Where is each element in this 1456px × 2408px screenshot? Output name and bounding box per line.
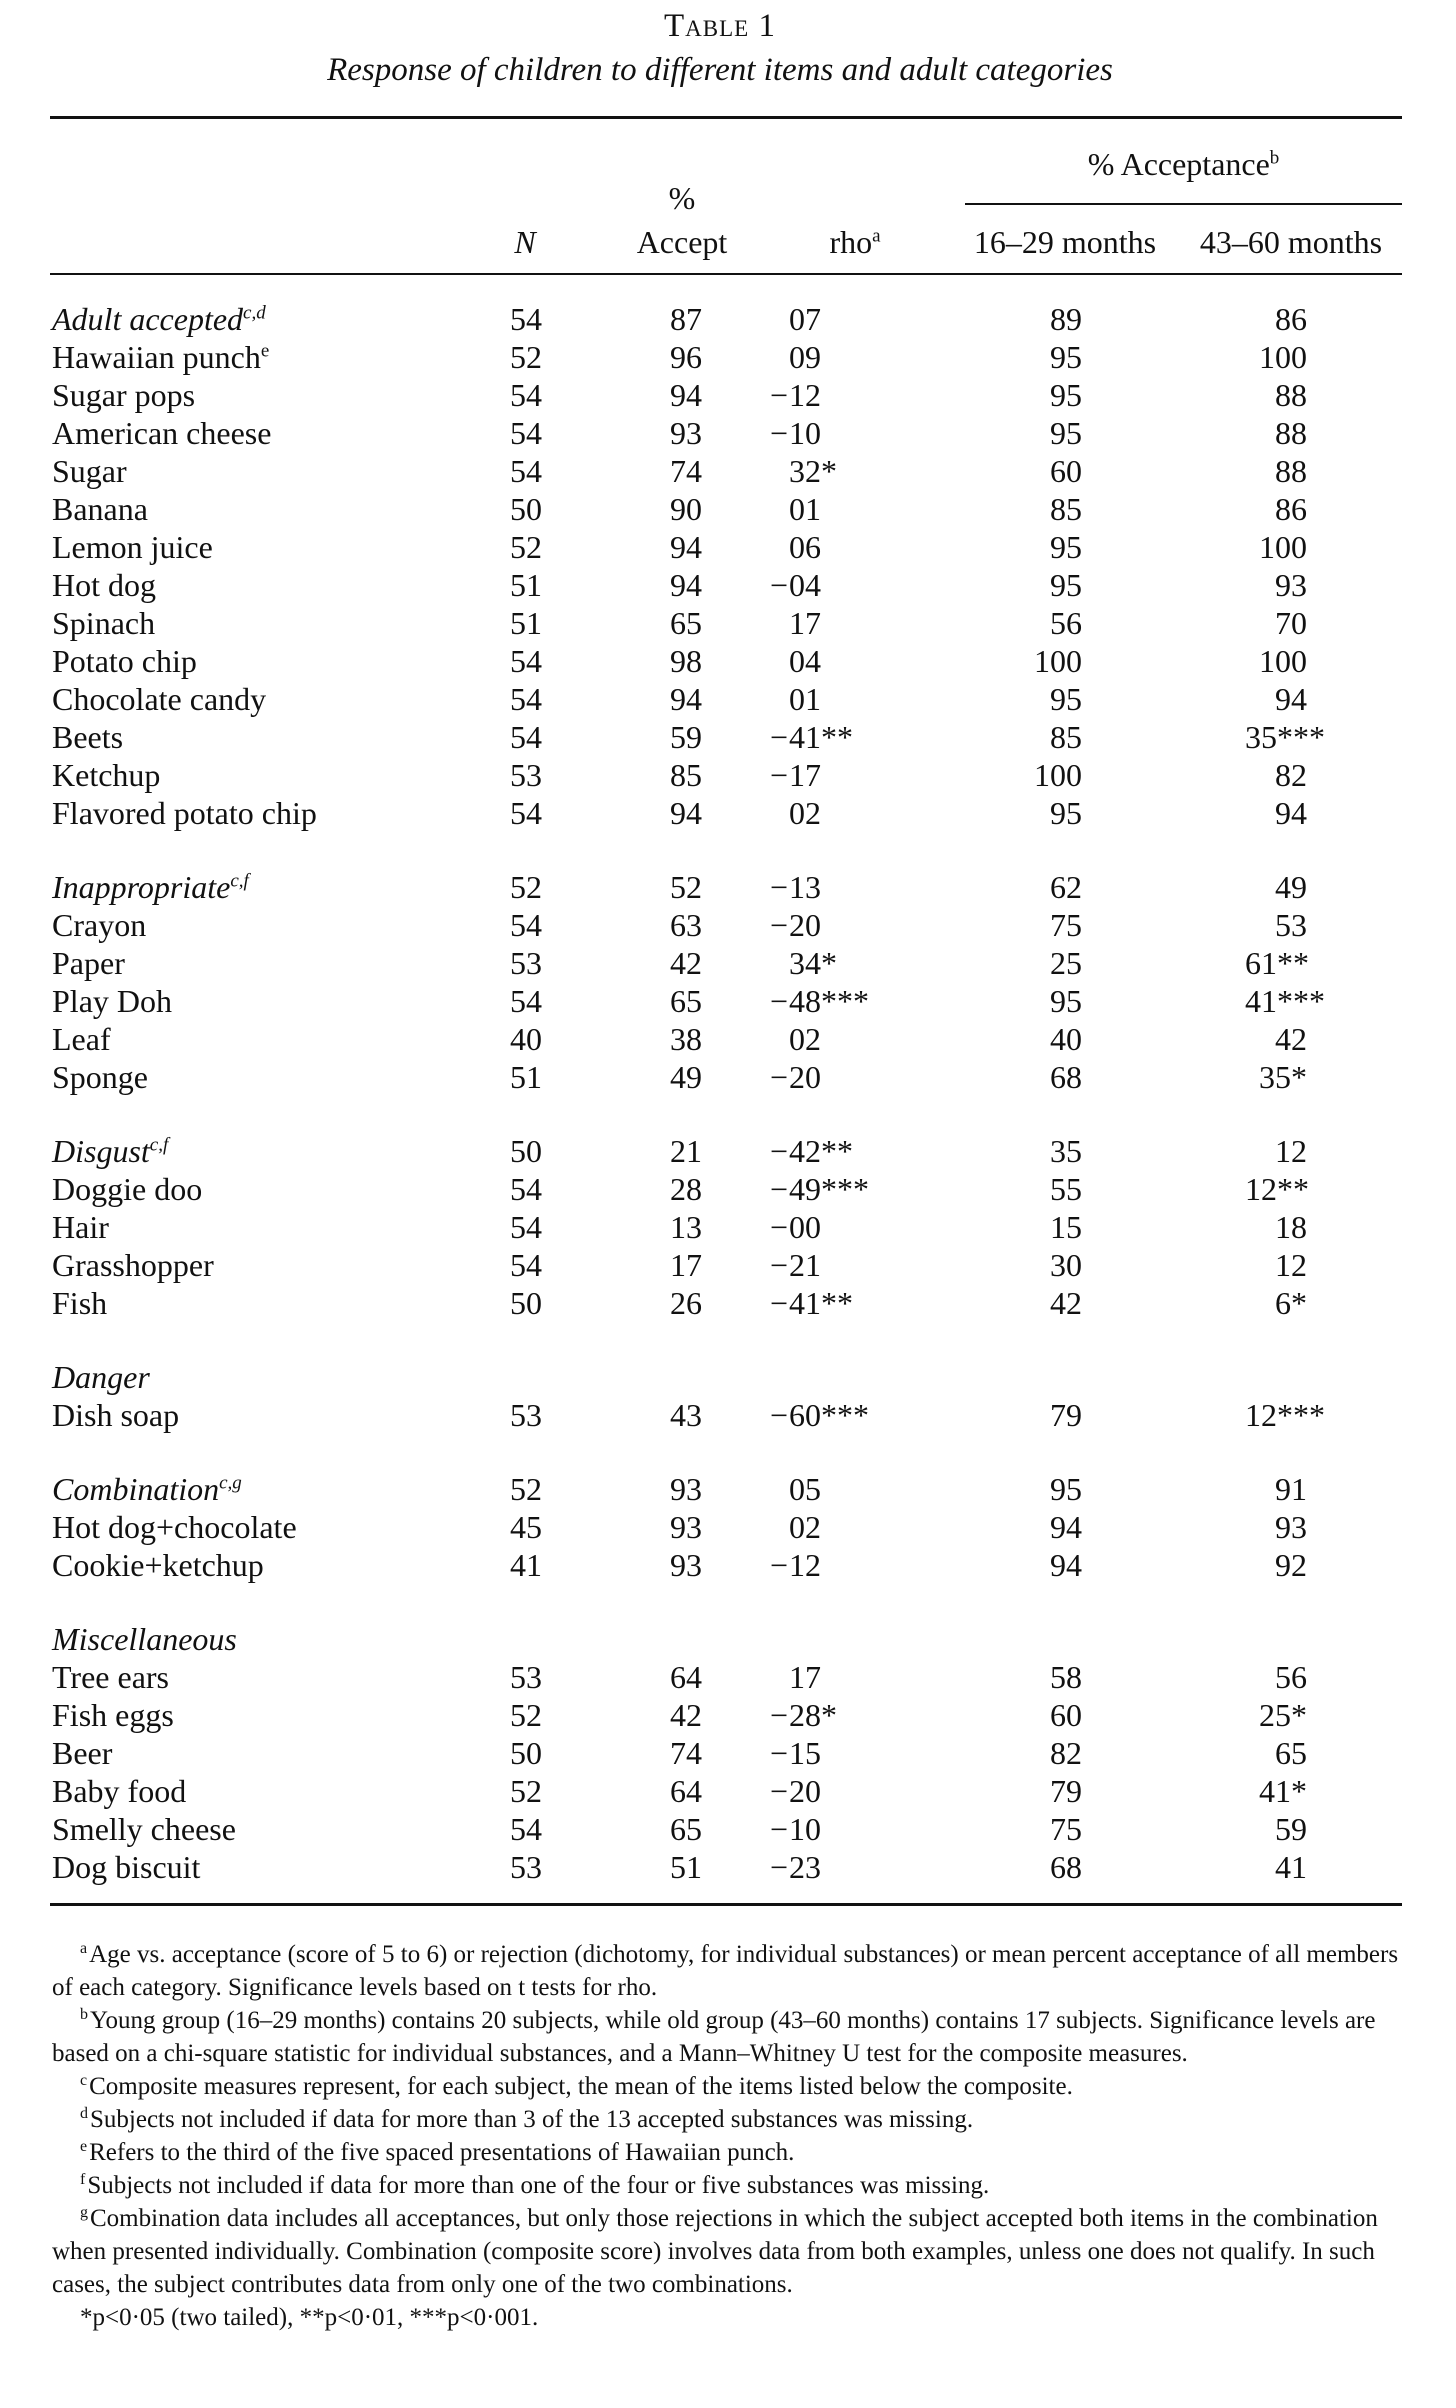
cell-percent-accept: 51 bbox=[670, 1849, 702, 1885]
row-label: Sponge bbox=[52, 1059, 148, 1095]
cell-young: 30 bbox=[1050, 1247, 1082, 1283]
cell-young: 68 bbox=[1050, 1849, 1082, 1885]
row-label: Play Doh bbox=[52, 983, 172, 1019]
row-label: Inappropriate$^{c,f}$ bbox=[52, 869, 249, 905]
cell-n: 52 bbox=[510, 1697, 542, 1733]
cell-young: 95 bbox=[1050, 681, 1082, 717]
cell-young: 60 bbox=[1050, 1697, 1082, 1733]
row-label: Grasshopper bbox=[52, 1247, 214, 1283]
cell-old: 82 bbox=[1275, 757, 1307, 793]
cell-n: 54 bbox=[510, 643, 542, 679]
cell-n: 54 bbox=[510, 907, 542, 943]
cell-rho: −49*** bbox=[770, 1171, 869, 1207]
table-row bbox=[0, 1658, 1456, 1696]
cell-young: 95 bbox=[1050, 415, 1082, 451]
cell-rho: −10 bbox=[770, 1811, 821, 1847]
cell-old: 35*** bbox=[1245, 719, 1325, 755]
cell-n: 50 bbox=[510, 1285, 542, 1321]
cell-old: 94 bbox=[1275, 795, 1307, 831]
row-label: Potato chip bbox=[52, 643, 197, 679]
cell-percent-accept: 38 bbox=[670, 1021, 702, 1057]
row-label: Ketchup bbox=[52, 757, 161, 793]
cell-rho: 02 bbox=[789, 1509, 821, 1545]
cell-n: 54 bbox=[510, 301, 542, 337]
cell-rho: −04 bbox=[770, 567, 821, 603]
table-row bbox=[0, 982, 1456, 1020]
table-row bbox=[0, 566, 1456, 604]
cell-percent-accept: 94 bbox=[670, 529, 702, 565]
table-row bbox=[0, 490, 1456, 528]
cell-rho: −13 bbox=[770, 869, 821, 905]
category-row bbox=[0, 1470, 1456, 1508]
cell-rho: −28* bbox=[770, 1697, 837, 1733]
table-row bbox=[0, 1546, 1456, 1584]
row-label: Doggie doo bbox=[52, 1171, 203, 1207]
table-row bbox=[0, 1058, 1456, 1096]
footnote: $^e$Refers to the third of the five spaced presentations of Hawaiian punch. bbox=[80, 2137, 795, 2166]
cell-percent-accept: 94 bbox=[670, 681, 702, 717]
cell-rho: −20 bbox=[770, 1773, 821, 1809]
cell-n: 54 bbox=[510, 719, 542, 755]
cell-young: 100 bbox=[1034, 757, 1082, 793]
cell-old: 42 bbox=[1275, 1021, 1307, 1057]
row-label: Combination$^{c,g}$ bbox=[52, 1471, 242, 1507]
cell-rho: 02 bbox=[789, 795, 821, 831]
cell-old: 100 bbox=[1259, 529, 1307, 565]
table-row bbox=[0, 1284, 1456, 1322]
footnote: $^d$Subjects not included if data for more than 3 of the 13 accepted substances was missing. bbox=[80, 2104, 974, 2133]
header-young: 16–29 months bbox=[973, 224, 1157, 260]
row-label: Hot dog+chocolate bbox=[52, 1509, 297, 1545]
row-label: Fish eggs bbox=[52, 1697, 174, 1733]
table-row bbox=[0, 642, 1456, 680]
cell-percent-accept: 93 bbox=[670, 1509, 702, 1545]
cell-young: 94 bbox=[1050, 1547, 1082, 1583]
cell-n: 52 bbox=[510, 339, 542, 375]
row-label: Miscellaneous bbox=[52, 1621, 237, 1657]
row-label: Flavored potato chip bbox=[52, 795, 317, 831]
cell-n: 54 bbox=[510, 377, 542, 413]
cell-n: 51 bbox=[510, 1059, 542, 1095]
cell-rho: −15 bbox=[770, 1735, 821, 1771]
row-label: Sugar bbox=[52, 453, 127, 489]
cell-young: 100 bbox=[1034, 643, 1082, 679]
table-row bbox=[0, 414, 1456, 452]
cell-rho: −41** bbox=[770, 719, 853, 755]
cell-n: 52 bbox=[510, 1471, 542, 1507]
cell-percent-accept: 93 bbox=[670, 1547, 702, 1583]
cell-n: 54 bbox=[510, 415, 542, 451]
cell-percent-accept: 93 bbox=[670, 1471, 702, 1507]
cell-old: 56 bbox=[1275, 1659, 1307, 1695]
cell-old: 86 bbox=[1275, 491, 1307, 527]
cell-old: 59 bbox=[1275, 1811, 1307, 1847]
cell-n: 54 bbox=[510, 795, 542, 831]
cell-rho: −00 bbox=[770, 1209, 821, 1245]
row-label: Cookie+ketchup bbox=[52, 1547, 264, 1583]
cell-rho: 05 bbox=[789, 1471, 821, 1507]
cell-percent-accept: 94 bbox=[670, 795, 702, 831]
table-row bbox=[0, 1170, 1456, 1208]
row-label: Paper bbox=[52, 945, 125, 981]
cell-percent-accept: 28 bbox=[670, 1171, 702, 1207]
cell-old: 88 bbox=[1275, 377, 1307, 413]
cell-young: 42 bbox=[1050, 1285, 1082, 1321]
row-label: Beets bbox=[52, 719, 124, 755]
row-label: Hawaiian punch$^e$ bbox=[52, 339, 270, 375]
category-row bbox=[0, 300, 1456, 338]
cell-n: 50 bbox=[510, 1735, 542, 1771]
cell-percent-accept: 87 bbox=[670, 301, 702, 337]
table-row bbox=[0, 376, 1456, 414]
cell-n: 50 bbox=[510, 1133, 542, 1169]
cell-old: 70 bbox=[1275, 605, 1307, 641]
cell-rho: 09 bbox=[789, 339, 821, 375]
top-rule bbox=[50, 116, 1402, 119]
table-title: Table 1 bbox=[664, 8, 776, 44]
cell-n: 53 bbox=[510, 1849, 542, 1885]
cell-n: 53 bbox=[510, 757, 542, 793]
category-row bbox=[0, 868, 1456, 906]
cell-percent-accept: 65 bbox=[670, 605, 702, 641]
row-label: Chocolate candy bbox=[52, 681, 267, 717]
cell-n: 52 bbox=[510, 869, 542, 905]
cell-rho: −17 bbox=[770, 757, 821, 793]
row-label: Dog biscuit bbox=[52, 1849, 201, 1885]
table-row bbox=[0, 338, 1456, 376]
cell-rho: 07 bbox=[789, 301, 821, 337]
cell-old: 93 bbox=[1275, 1509, 1307, 1545]
cell-percent-accept: 74 bbox=[670, 1735, 702, 1771]
category-row bbox=[0, 1358, 1456, 1396]
cell-old: 12** bbox=[1245, 1171, 1309, 1207]
cell-percent-accept: 98 bbox=[670, 643, 702, 679]
cell-old: 61** bbox=[1245, 945, 1309, 981]
row-label: Spinach bbox=[52, 605, 156, 641]
cell-old: 88 bbox=[1275, 453, 1307, 489]
cell-rho: −20 bbox=[770, 907, 821, 943]
cell-percent-accept: 64 bbox=[670, 1773, 702, 1809]
cell-rho: −48*** bbox=[770, 983, 869, 1019]
row-label: Baby food bbox=[52, 1773, 187, 1809]
cell-old: 53 bbox=[1275, 907, 1307, 943]
cell-young: 56 bbox=[1050, 605, 1082, 641]
cell-young: 35 bbox=[1050, 1133, 1082, 1169]
cell-young: 85 bbox=[1050, 491, 1082, 527]
cell-young: 25 bbox=[1050, 945, 1082, 981]
cell-old: 41* bbox=[1259, 1773, 1307, 1809]
row-label: Fish bbox=[52, 1285, 108, 1321]
cell-rho: 04 bbox=[789, 643, 821, 679]
row-label: Dish soap bbox=[52, 1397, 180, 1433]
cell-old: 12*** bbox=[1245, 1397, 1325, 1433]
cell-percent-accept: 21 bbox=[670, 1133, 702, 1169]
cell-n: 50 bbox=[510, 491, 542, 527]
row-label: Hot dog bbox=[52, 567, 156, 603]
cell-young: 62 bbox=[1050, 869, 1082, 905]
cell-percent-accept: 65 bbox=[670, 1811, 702, 1847]
row-label: Banana bbox=[52, 491, 148, 527]
cell-rho: −12 bbox=[770, 1547, 821, 1583]
cell-n: 40 bbox=[510, 1021, 542, 1057]
table-row bbox=[0, 1208, 1456, 1246]
cell-percent-accept: 26 bbox=[670, 1285, 702, 1321]
footnote: $^b$Young group (16–29 months) contains 20 subjects, while old group (43–60 months) contains 17 subjects. Significance levels are based on a chi-square statistic for individual substances, and a Mann–Whitney U test for the composite measures. bbox=[52, 2005, 1376, 2067]
category-row bbox=[0, 1620, 1456, 1658]
cell-old: 41 bbox=[1275, 1849, 1307, 1885]
row-label: Lemon juice bbox=[52, 529, 213, 565]
cell-n: 54 bbox=[510, 1247, 542, 1283]
cell-old: 92 bbox=[1275, 1547, 1307, 1583]
acceptance-rule bbox=[965, 203, 1402, 205]
footnote: $^a$Age vs. acceptance (score of 5 to 6) or rejection (dichotomy, for individual substances) or mean percent acceptance of all members of each category. Significance levels based on t tests for rho. bbox=[52, 1939, 1399, 2001]
table-row bbox=[0, 1246, 1456, 1284]
cell-n: 52 bbox=[510, 529, 542, 565]
table-row bbox=[0, 452, 1456, 490]
cell-percent-accept: 13 bbox=[670, 1209, 702, 1245]
cell-rho: 32* bbox=[789, 453, 837, 489]
cell-rho: 06 bbox=[789, 529, 821, 565]
cell-n: 45 bbox=[510, 1509, 542, 1545]
cell-old: 100 bbox=[1259, 339, 1307, 375]
cell-percent-accept: 43 bbox=[670, 1397, 702, 1433]
footnote: $^f$Subjects not included if data for more than one of the four or five substances was missing. bbox=[80, 2170, 990, 2199]
header-acceptance: % Acceptance$^b$ bbox=[1087, 146, 1280, 182]
cell-percent-accept: 49 bbox=[670, 1059, 702, 1095]
cell-percent-accept: 94 bbox=[670, 377, 702, 413]
cell-rho: −23 bbox=[770, 1849, 821, 1885]
cell-n: 41 bbox=[510, 1547, 542, 1583]
bottom-rule bbox=[50, 1903, 1402, 1906]
cell-rho: 17 bbox=[789, 1659, 821, 1695]
cell-n: 51 bbox=[510, 605, 542, 641]
cell-young: 95 bbox=[1050, 529, 1082, 565]
cell-old: 35* bbox=[1259, 1059, 1307, 1095]
cell-young: 60 bbox=[1050, 453, 1082, 489]
header-n: N bbox=[514, 224, 536, 260]
cell-rho: −41** bbox=[770, 1285, 853, 1321]
cell-n: 52 bbox=[510, 1773, 542, 1809]
cell-old: 65 bbox=[1275, 1735, 1307, 1771]
header-old: 43–60 months bbox=[1199, 224, 1383, 260]
table-row bbox=[0, 1772, 1456, 1810]
cell-rho: −12 bbox=[770, 377, 821, 413]
cell-young: 79 bbox=[1050, 1397, 1082, 1433]
cell-rho: −42** bbox=[770, 1133, 853, 1169]
cell-percent-accept: 64 bbox=[670, 1659, 702, 1695]
table-row bbox=[0, 1508, 1456, 1546]
row-label: Sugar pops bbox=[52, 377, 196, 413]
cell-old: 91 bbox=[1275, 1471, 1307, 1507]
table-row bbox=[0, 718, 1456, 756]
cell-n: 51 bbox=[510, 567, 542, 603]
cell-percent-accept: 65 bbox=[670, 983, 702, 1019]
table-row bbox=[0, 528, 1456, 566]
table-row bbox=[0, 1810, 1456, 1848]
table-row bbox=[0, 1396, 1456, 1434]
cell-old: 12 bbox=[1275, 1133, 1307, 1169]
table-row bbox=[0, 1696, 1456, 1734]
header-percent-symbol: % bbox=[668, 180, 696, 216]
row-label: Disgust$^{c,f}$ bbox=[52, 1133, 169, 1169]
footnote: $^c$Composite measures represent, for each subject, the mean of the items listed below the composite. bbox=[80, 2071, 1073, 2100]
cell-rho: −10 bbox=[770, 415, 821, 451]
cell-percent-accept: 42 bbox=[670, 945, 702, 981]
row-label: Leaf bbox=[52, 1021, 111, 1057]
cell-old: 41*** bbox=[1245, 983, 1325, 1019]
cell-rho: −21 bbox=[770, 1247, 821, 1283]
cell-young: 75 bbox=[1050, 1811, 1082, 1847]
cell-young: 94 bbox=[1050, 1509, 1082, 1545]
cell-rho: −60*** bbox=[770, 1397, 869, 1433]
cell-rho: 02 bbox=[789, 1021, 821, 1057]
cell-percent-accept: 90 bbox=[670, 491, 702, 527]
cell-percent-accept: 96 bbox=[670, 339, 702, 375]
table-caption: Response of children to different items and adult categories bbox=[327, 52, 1113, 88]
table-row bbox=[0, 944, 1456, 982]
cell-old: 49 bbox=[1275, 869, 1307, 905]
cell-young: 95 bbox=[1050, 795, 1082, 831]
row-label: American cheese bbox=[52, 415, 272, 451]
cell-young: 79 bbox=[1050, 1773, 1082, 1809]
cell-young: 95 bbox=[1050, 567, 1082, 603]
row-label: Danger bbox=[52, 1359, 150, 1395]
cell-old: 88 bbox=[1275, 415, 1307, 451]
cell-rho: 01 bbox=[789, 681, 821, 717]
cell-n: 54 bbox=[510, 453, 542, 489]
cell-young: 40 bbox=[1050, 1021, 1082, 1057]
row-label: Hair bbox=[52, 1209, 109, 1245]
cell-old: 93 bbox=[1275, 567, 1307, 603]
cell-percent-accept: 85 bbox=[670, 757, 702, 793]
cell-old: 86 bbox=[1275, 301, 1307, 337]
cell-rho: −20 bbox=[770, 1059, 821, 1095]
cell-percent-accept: 52 bbox=[670, 869, 702, 905]
cell-n: 54 bbox=[510, 1171, 542, 1207]
cell-old: 6* bbox=[1275, 1285, 1307, 1321]
footnotes bbox=[52, 1938, 1402, 2334]
table-row bbox=[0, 1734, 1456, 1772]
cell-young: 55 bbox=[1050, 1171, 1082, 1207]
cell-percent-accept: 17 bbox=[670, 1247, 702, 1283]
cell-young: 85 bbox=[1050, 719, 1082, 755]
cell-n: 54 bbox=[510, 681, 542, 717]
cell-old: 94 bbox=[1275, 681, 1307, 717]
cell-n: 53 bbox=[510, 1397, 542, 1433]
cell-young: 95 bbox=[1050, 983, 1082, 1019]
cell-n: 53 bbox=[510, 945, 542, 981]
cell-old: 18 bbox=[1275, 1209, 1307, 1245]
row-label: Smelly cheese bbox=[52, 1811, 236, 1847]
cell-rho: 17 bbox=[789, 605, 821, 641]
cell-n: 53 bbox=[510, 1659, 542, 1695]
cell-n: 54 bbox=[510, 1811, 542, 1847]
row-label: Beer bbox=[52, 1735, 113, 1771]
cell-young: 82 bbox=[1050, 1735, 1082, 1771]
cell-n: 54 bbox=[510, 983, 542, 1019]
cell-young: 68 bbox=[1050, 1059, 1082, 1095]
table-row bbox=[0, 906, 1456, 944]
header-rho: rho$^a$ bbox=[829, 224, 881, 260]
cell-percent-accept: 42 bbox=[670, 1697, 702, 1733]
cell-rho: 34* bbox=[789, 945, 837, 981]
table-row bbox=[0, 1020, 1456, 1058]
cell-percent-accept: 74 bbox=[670, 453, 702, 489]
cell-young: 75 bbox=[1050, 907, 1082, 943]
table-row bbox=[0, 756, 1456, 794]
row-label: Crayon bbox=[52, 907, 147, 943]
cell-young: 95 bbox=[1050, 377, 1082, 413]
header-accept: Accept bbox=[636, 224, 728, 260]
table-row bbox=[0, 680, 1456, 718]
table-row bbox=[0, 604, 1456, 642]
category-row bbox=[0, 1132, 1456, 1170]
table-row bbox=[0, 794, 1456, 832]
cell-percent-accept: 63 bbox=[670, 907, 702, 943]
cell-young: 15 bbox=[1050, 1209, 1082, 1245]
cell-percent-accept: 59 bbox=[670, 719, 702, 755]
row-label: Adult accepted$^{c,d}$ bbox=[52, 301, 266, 337]
cell-rho: 01 bbox=[789, 491, 821, 527]
table-row bbox=[0, 1848, 1456, 1886]
significance-note: *p<0·05 (two tailed), **p<0·01, ***p<0·001. bbox=[80, 2304, 539, 2331]
cell-percent-accept: 93 bbox=[670, 415, 702, 451]
cell-young: 89 bbox=[1050, 301, 1082, 337]
cell-old: 25* bbox=[1259, 1697, 1307, 1733]
cell-old: 12 bbox=[1275, 1247, 1307, 1283]
cell-n: 54 bbox=[510, 1209, 542, 1245]
header-rule bbox=[50, 273, 1402, 275]
cell-percent-accept: 94 bbox=[670, 567, 702, 603]
footnote: $^g$Combination data includes all acceptances, but only those rejections in which the subject accepted both items in the combination when presented individually. Combination (composite score) involves data from both examples, unless one does not qualify. In such cases, the subject contributes data from only one of the two combinations. bbox=[52, 2203, 1378, 2298]
cell-young: 95 bbox=[1050, 339, 1082, 375]
cell-young: 58 bbox=[1050, 1659, 1082, 1695]
cell-young: 95 bbox=[1050, 1471, 1082, 1507]
row-label: Tree ears bbox=[52, 1659, 169, 1695]
cell-old: 100 bbox=[1259, 643, 1307, 679]
